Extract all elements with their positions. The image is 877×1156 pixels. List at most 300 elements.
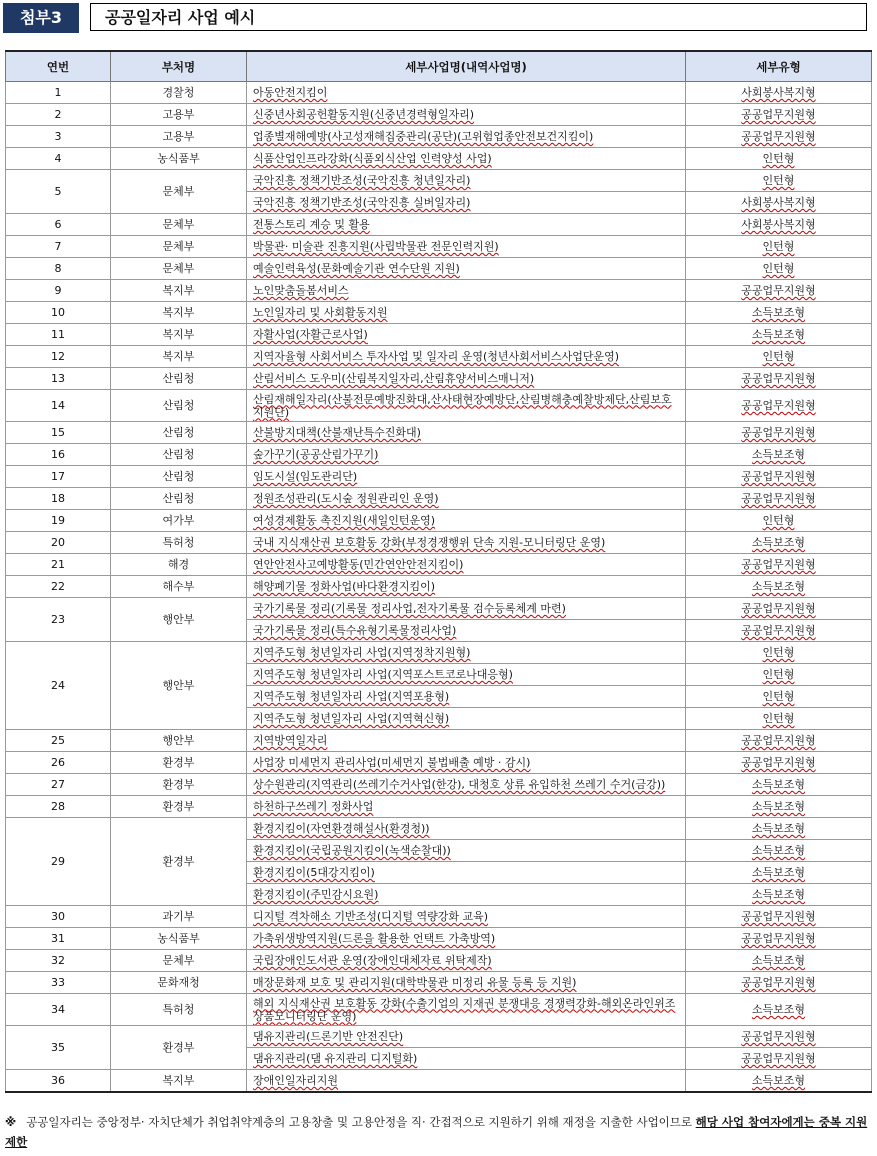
department-cell: 농식품부	[111, 928, 247, 950]
program-type-cell	[686, 840, 872, 862]
program-name: 환경지킴이(주민감시요원)	[253, 888, 379, 901]
program-name-cell	[247, 192, 686, 214]
program-name: 해외 지식재산권 보호활동 강화(수출기업의 지재권 분쟁대응 경쟁력강화-해외온라인위조상품모니터링단 운영)	[253, 996, 676, 1023]
department-cell: 해수부	[111, 576, 247, 598]
program-name-cell	[247, 576, 686, 598]
department-cell: 문체부	[111, 236, 247, 258]
department-cell: 산림청	[111, 444, 247, 466]
note-mark: ※	[5, 1115, 17, 1129]
program-type: 공공업무지원형	[741, 426, 816, 439]
program-name-cell	[247, 104, 686, 126]
program-type-cell	[686, 1048, 872, 1070]
program-name-cell	[247, 620, 686, 642]
program-type: 공공업무지원형	[741, 624, 816, 637]
table-row	[6, 302, 872, 324]
program-name: 임도시설(임도관리단)	[253, 470, 358, 483]
department-cell: 환경부	[111, 752, 247, 774]
program-name-cell	[247, 126, 686, 148]
program-type-cell	[686, 994, 872, 1026]
department-cell: 환경부	[111, 796, 247, 818]
program-name-cell	[247, 950, 686, 972]
program-name-cell	[247, 906, 686, 928]
program-type: 소득보조형	[751, 866, 806, 879]
program-type: 공공업무지원형	[741, 470, 816, 483]
program-type: 공공업무지원형	[741, 910, 816, 923]
table-row	[6, 148, 872, 170]
program-name: 박물관· 미술관 진흥지원(사립박물관 전문인력지원)	[253, 240, 499, 253]
program-type: 소득보조형	[751, 306, 806, 319]
program-type-cell	[686, 620, 872, 642]
program-name-cell	[247, 444, 686, 466]
program-name: 장애인일자리지원	[253, 1074, 339, 1087]
table-row	[6, 126, 872, 148]
program-type: 소득보조형	[751, 778, 806, 791]
program-type-cell	[686, 554, 872, 576]
program-name-cell	[247, 884, 686, 906]
program-type: 소득보조형	[751, 844, 806, 857]
department-cell: 산림청	[111, 488, 247, 510]
row-number: 33	[6, 972, 111, 994]
program-type-cell	[686, 390, 872, 422]
program-name-cell	[247, 840, 686, 862]
program-name-cell	[247, 1070, 686, 1093]
program-name-cell	[247, 774, 686, 796]
program-name: 산불방지대책(산불재난특수진화대)	[253, 426, 421, 439]
program-name: 지역주도형 청년일자리 사업(지역포용형)	[253, 690, 450, 703]
row-number: 1	[6, 82, 111, 104]
program-type: 공공업무지원형	[741, 399, 816, 412]
program-name-cell	[247, 796, 686, 818]
program-type: 공공업무지원형	[741, 932, 816, 945]
department-cell: 복지부	[111, 346, 247, 368]
program-name-cell	[247, 170, 686, 192]
row-number: 26	[6, 752, 111, 774]
column-header-no: 연번	[6, 51, 111, 82]
program-name-cell	[247, 488, 686, 510]
table-row	[6, 214, 872, 236]
program-name: 전통스토리 계승 및 활용	[253, 218, 370, 231]
department-cell: 과기부	[111, 906, 247, 928]
department-cell: 문체부	[111, 170, 247, 214]
program-name: 지역주도형 청년일자리 사업(지역정착지원형)	[253, 646, 471, 659]
program-name: 환경지킴이(자연환경해설사(환경청))	[253, 822, 430, 835]
program-type-cell	[686, 752, 872, 774]
department-cell: 행안부	[111, 642, 247, 730]
program-name: 환경지킴이(국립공원지킴이(녹색순찰대))	[253, 844, 451, 857]
row-number: 32	[6, 950, 111, 972]
program-name: 노인일자리 및 사회활동지원	[253, 306, 388, 319]
department-cell: 복지부	[111, 1070, 247, 1093]
program-name-cell	[247, 236, 686, 258]
department-cell: 산림청	[111, 390, 247, 422]
program-type: 공공업무지원형	[741, 756, 816, 769]
row-number: 18	[6, 488, 111, 510]
table-row	[6, 466, 872, 488]
program-name: 지역주도형 청년일자리 사업(지역포스트코로나대응형)	[253, 668, 513, 681]
program-type-cell	[686, 104, 872, 126]
program-type-cell	[686, 126, 872, 148]
table-row	[6, 324, 872, 346]
program-type: 인턴형	[762, 350, 795, 363]
program-name: 국악진흥 정책기반조성(국악진흥 실버일자리)	[253, 196, 471, 209]
program-type-cell	[686, 774, 872, 796]
table-row	[6, 994, 872, 1026]
program-name: 국악진흥 정책기반조성(국악진흥 청년일자리)	[253, 174, 471, 187]
program-type-cell	[686, 862, 872, 884]
table-row	[6, 774, 872, 796]
program-name-cell	[247, 818, 686, 840]
table-row	[6, 642, 872, 664]
department-cell: 산림청	[111, 368, 247, 390]
department-cell: 여가부	[111, 510, 247, 532]
program-type-cell	[686, 576, 872, 598]
row-number: 6	[6, 214, 111, 236]
program-type-cell	[686, 928, 872, 950]
program-name-cell	[247, 928, 686, 950]
program-name: 매장문화재 보호 및 관리지원(대학박물관 미정리 유물 등록 등 지원)	[253, 976, 577, 989]
program-name: 국립장애인도서관 운영(장애인대체자료 위탁제작)	[253, 954, 492, 967]
table-row	[6, 598, 872, 620]
program-type: 공공업무지원형	[741, 492, 816, 505]
program-type: 소득보조형	[751, 580, 806, 593]
row-number: 2	[6, 104, 111, 126]
program-type: 소득보조형	[751, 1003, 806, 1016]
program-name-cell	[247, 280, 686, 302]
program-type: 인턴형	[762, 174, 795, 187]
program-name: 환경지킴이(5대강지킴이)	[253, 866, 375, 879]
program-name-cell	[247, 390, 686, 422]
department-cell: 환경부	[111, 818, 247, 906]
program-type-cell	[686, 1026, 872, 1048]
program-name-cell	[247, 994, 686, 1026]
public-jobs-table	[5, 50, 872, 1093]
program-type: 공공업무지원형	[741, 108, 816, 121]
program-type-cell	[686, 950, 872, 972]
table-row	[6, 906, 872, 928]
program-name: 해양폐기물 정화사업(바다환경지킴이)	[253, 580, 436, 593]
program-type-cell	[686, 972, 872, 994]
program-name: 댐유지관리(댐 유지관리 디지털화)	[253, 1052, 418, 1065]
program-name-cell	[247, 368, 686, 390]
table-row	[6, 422, 872, 444]
program-type-cell	[686, 708, 872, 730]
program-name-cell	[247, 532, 686, 554]
program-type: 공공업무지원형	[741, 602, 816, 615]
program-name: 디지털 격차해소 기반조성(디지털 역량강화 교육)	[253, 910, 489, 923]
column-header-dept: 부처명	[111, 51, 247, 82]
program-type-cell	[686, 818, 872, 840]
table-row	[6, 730, 872, 752]
row-number: 8	[6, 258, 111, 280]
table-row	[6, 258, 872, 280]
footnote	[5, 1112, 871, 1152]
program-name: 사업장 미세먼지 관리사업(미세먼지 불법배출 예방 · 감시)	[253, 756, 531, 769]
table-row	[6, 818, 872, 840]
department-cell: 특허청	[111, 994, 247, 1026]
program-type-cell	[686, 796, 872, 818]
row-number: 24	[6, 642, 111, 730]
department-cell: 문체부	[111, 950, 247, 972]
row-number: 7	[6, 236, 111, 258]
row-number: 4	[6, 148, 111, 170]
program-type: 사회봉사복지형	[741, 196, 816, 209]
program-name-cell	[247, 752, 686, 774]
program-type: 소득보조형	[751, 328, 806, 341]
department-cell: 문체부	[111, 214, 247, 236]
row-number: 29	[6, 818, 111, 906]
program-type-cell	[686, 82, 872, 104]
row-number: 3	[6, 126, 111, 148]
table-row	[6, 104, 872, 126]
program-type: 인턴형	[762, 152, 795, 165]
table-row	[6, 796, 872, 818]
program-type: 공공업무지원형	[741, 1052, 816, 1065]
table-row	[6, 950, 872, 972]
program-type: 소득보조형	[751, 448, 806, 461]
program-type-cell	[686, 730, 872, 752]
row-number: 19	[6, 510, 111, 532]
program-name-cell	[247, 258, 686, 280]
program-name: 예술인력육성(문화예술기관 연수단원 지원)	[253, 262, 460, 275]
row-number: 35	[6, 1026, 111, 1070]
program-type-cell	[686, 258, 872, 280]
table-row	[6, 972, 872, 994]
row-number: 10	[6, 302, 111, 324]
table-row	[6, 368, 872, 390]
program-type: 소득보조형	[751, 822, 806, 835]
program-type-cell	[686, 906, 872, 928]
program-name: 가축위생방역지원(드론을 활용한 언택트 가축방역)	[253, 932, 496, 945]
program-type-cell	[686, 302, 872, 324]
department-cell: 특허청	[111, 532, 247, 554]
program-name-cell	[247, 324, 686, 346]
table-row	[6, 510, 872, 532]
department-cell: 해경	[111, 554, 247, 576]
program-type-cell	[686, 444, 872, 466]
program-type-cell	[686, 466, 872, 488]
table-row	[6, 236, 872, 258]
row-number: 25	[6, 730, 111, 752]
program-type: 소득보조형	[751, 800, 806, 813]
department-cell: 환경부	[111, 1026, 247, 1070]
row-number: 16	[6, 444, 111, 466]
department-cell: 농식품부	[111, 148, 247, 170]
program-name: 산림재해일자리(산불전문예방진화대,산사태현장예방단,산림병해충예찰방제단,산림보호지원단)	[253, 392, 672, 419]
department-cell: 행안부	[111, 730, 247, 752]
program-type-cell	[686, 884, 872, 906]
program-name-cell	[247, 466, 686, 488]
program-name: 지역주도형 청년일자리 사업(지역혁신형)	[253, 712, 450, 725]
row-number: 31	[6, 928, 111, 950]
table-header-row	[6, 51, 872, 82]
page-title: 공공일자리 사업 예시	[90, 3, 867, 31]
program-name-cell	[247, 554, 686, 576]
program-type-cell	[686, 510, 872, 532]
program-type: 인턴형	[762, 668, 795, 681]
footnote-text: 공공일자리는 중앙정부· 자치단체가 취업취약계층의 고용창출 및 고용안정을 직· 간접적으로 지원하기 위해 재정을 지출한 사업이므로	[26, 1115, 693, 1129]
program-type: 사회봉사복지형	[741, 218, 816, 231]
row-number: 34	[6, 994, 111, 1026]
program-name: 식품산업인프라강화(식품외식산업 인력양성 사업)	[253, 152, 492, 165]
program-name-cell	[247, 972, 686, 994]
program-type: 공공업무지원형	[741, 372, 816, 385]
program-name: 산림서비스 도우미(산림복지일자리,산림휴양서비스매니저)	[253, 372, 535, 385]
program-type: 인턴형	[762, 262, 795, 275]
program-type: 소득보조형	[751, 888, 806, 901]
department-cell: 고용부	[111, 126, 247, 148]
program-type: 소득보조형	[751, 954, 806, 967]
row-number: 23	[6, 598, 111, 642]
program-type-cell	[686, 488, 872, 510]
program-type: 인턴형	[762, 690, 795, 703]
program-name-cell	[247, 510, 686, 532]
program-name-cell	[247, 148, 686, 170]
department-cell: 고용부	[111, 104, 247, 126]
row-number: 36	[6, 1070, 111, 1093]
program-type: 인턴형	[762, 646, 795, 659]
program-type-cell	[686, 686, 872, 708]
department-cell: 복지부	[111, 280, 247, 302]
row-number: 15	[6, 422, 111, 444]
row-number: 17	[6, 466, 111, 488]
program-name-cell	[247, 664, 686, 686]
column-header-type: 세부유형	[686, 51, 872, 82]
program-name: 업종별재해예방(사고성재해집중관리(공단)(고위험업종안전보건지킴이)	[253, 130, 594, 143]
program-name: 상수원관리(지역관리(쓰레기수거사업(한강), 대청호 상류 유입하천 쓰레기 수거(금강))	[253, 778, 666, 791]
row-number: 20	[6, 532, 111, 554]
department-cell: 환경부	[111, 774, 247, 796]
row-number: 13	[6, 368, 111, 390]
program-type-cell	[686, 642, 872, 664]
program-type: 인턴형	[762, 514, 795, 527]
program-name-cell	[247, 422, 686, 444]
program-type-cell	[686, 280, 872, 302]
program-type: 공공업무지원형	[741, 1030, 816, 1043]
program-name-cell	[247, 730, 686, 752]
program-name: 신중년사회공헌활동지원(신중년경력형일자리)	[253, 108, 475, 121]
program-type: 공공업무지원형	[741, 284, 816, 297]
program-name-cell	[247, 346, 686, 368]
program-name: 댐유지관리(드론기반 안전진단)	[253, 1030, 404, 1043]
table-row	[6, 532, 872, 554]
program-type: 사회봉사복지형	[741, 86, 816, 99]
department-cell: 산림청	[111, 422, 247, 444]
table-row	[6, 1070, 872, 1093]
row-number: 12	[6, 346, 111, 368]
program-name: 하천하구쓰레기 정화사업	[253, 800, 374, 813]
table-row	[6, 488, 872, 510]
program-type-cell	[686, 664, 872, 686]
table-row	[6, 576, 872, 598]
program-name: 숲가꾸기(공공산림가꾸기)	[253, 448, 379, 461]
department-cell: 문화재청	[111, 972, 247, 994]
program-name: 국가기록물 정리(특수유형기록물정리사업)	[253, 624, 457, 637]
program-type: 공공업무지원형	[741, 558, 816, 571]
program-name: 노인맞춤돌봄서비스	[253, 284, 349, 297]
table-row	[6, 554, 872, 576]
table-row	[6, 752, 872, 774]
row-number: 22	[6, 576, 111, 598]
table-row	[6, 1026, 872, 1048]
program-name-cell	[247, 862, 686, 884]
program-name: 지역방역일자리	[253, 734, 328, 747]
program-type: 공공업무지원형	[741, 130, 816, 143]
row-number: 14	[6, 390, 111, 422]
program-type-cell	[686, 148, 872, 170]
row-number: 30	[6, 906, 111, 928]
program-name-cell	[247, 686, 686, 708]
program-name-cell	[247, 1048, 686, 1070]
program-name-cell	[247, 642, 686, 664]
program-type-cell	[686, 1070, 872, 1093]
page-header	[3, 3, 869, 33]
program-type-cell	[686, 422, 872, 444]
column-header-program: 세부사업명(내역사업명)	[247, 51, 686, 82]
attachment-badge: 첨부3	[3, 3, 79, 33]
program-type: 인턴형	[762, 240, 795, 253]
program-name: 국내 지식재산권 보호활동 강화(부정경쟁행위 단속 지원-모니터링단 운영)	[253, 536, 606, 549]
program-type: 공공업무지원형	[741, 734, 816, 747]
program-name: 국가기록물 정리(기록물 정리사업,전자기록물 검수등록체계 마련)	[253, 602, 566, 615]
table-row	[6, 82, 872, 104]
program-type: 인턴형	[762, 712, 795, 725]
department-cell: 행안부	[111, 598, 247, 642]
program-type-cell	[686, 598, 872, 620]
row-number: 28	[6, 796, 111, 818]
row-number: 5	[6, 170, 111, 214]
program-name-cell	[247, 598, 686, 620]
department-cell: 경찰청	[111, 82, 247, 104]
row-number: 27	[6, 774, 111, 796]
program-name: 아동안전지킴이	[253, 86, 328, 99]
program-type-cell	[686, 346, 872, 368]
program-type-cell	[686, 170, 872, 192]
program-type-cell	[686, 236, 872, 258]
row-number: 9	[6, 280, 111, 302]
footnote-emphasis: 해당 사업 참여자에게는 중복 지원 제한	[5, 1115, 868, 1149]
department-cell: 복지부	[111, 324, 247, 346]
program-name: 자활사업(자활근로사업)	[253, 328, 368, 341]
program-type-cell	[686, 324, 872, 346]
program-name-cell	[247, 302, 686, 324]
program-name-cell	[247, 82, 686, 104]
department-cell: 복지부	[111, 302, 247, 324]
program-type: 소득보조형	[751, 536, 806, 549]
row-number: 21	[6, 554, 111, 576]
table-row	[6, 346, 872, 368]
program-name-cell	[247, 708, 686, 730]
department-cell: 산림청	[111, 466, 247, 488]
program-name: 지역자율형 사회서비스 투자사업 및 일자리 운영(청년사회서비스사업단운영)	[253, 350, 620, 363]
program-type-cell	[686, 214, 872, 236]
table-row	[6, 390, 872, 422]
table-row	[6, 280, 872, 302]
table-row	[6, 444, 872, 466]
program-type-cell	[686, 192, 872, 214]
program-type: 소득보조형	[751, 1074, 806, 1087]
department-cell: 문체부	[111, 258, 247, 280]
program-type-cell	[686, 532, 872, 554]
table-row	[6, 170, 872, 192]
table-row	[6, 928, 872, 950]
program-name: 여성경제활동 촉진지원(새일인턴운영)	[253, 514, 436, 527]
program-name: 정원조성관리(도시숲 정원관리인 운영)	[253, 492, 439, 505]
row-number: 11	[6, 324, 111, 346]
program-type: 공공업무지원형	[741, 976, 816, 989]
program-name-cell	[247, 214, 686, 236]
program-type-cell	[686, 368, 872, 390]
program-name: 연안안전사고예방활동(민간연안안전지킴이)	[253, 558, 464, 571]
